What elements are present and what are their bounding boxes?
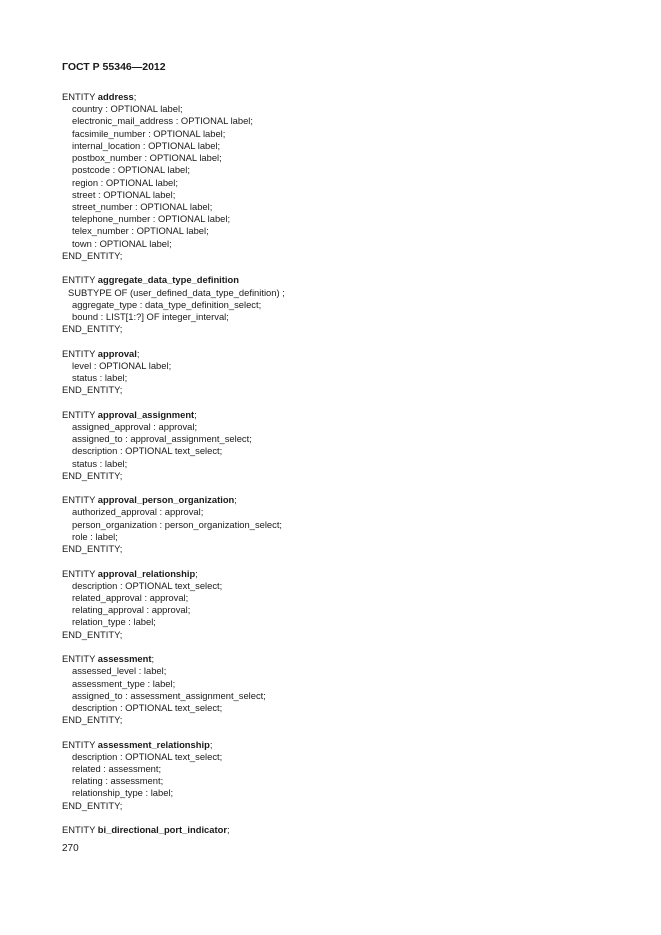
code-text: assessed_level : label; [72,665,167,677]
code-line [62,800,285,812]
code-line [62,140,285,152]
code-line [62,262,285,274]
code-line [62,128,285,140]
code-punctuation: ; [151,653,155,665]
code-line [62,311,285,323]
code-line [62,775,285,787]
entity-declaration-line [62,739,285,751]
code-line [62,787,285,799]
code-text: ENTITY [62,408,98,420]
code-line [62,604,285,616]
code-line [62,372,285,384]
code-text: ENTITY [62,824,98,836]
code-text: region : OPTIONAL label; [72,176,178,188]
code-text: END_ENTITY; [62,543,123,555]
code-text: relating : assessment; [72,775,164,787]
entity-name: bi_directional_port_indicator [97,824,227,836]
entity-declaration-line [62,653,285,665]
code-line [62,470,285,482]
code-line [62,238,285,250]
code-text: street_number : OPTIONAL label; [72,200,213,212]
code-text: facsimile_number : OPTIONAL label; [72,127,226,139]
code-line [62,103,285,115]
code-line [62,360,285,372]
entity-name: approval_person_organization [97,494,235,506]
code-line [62,506,285,518]
code-text: role : label; [72,530,118,542]
code-text: ENTITY [62,653,98,665]
code-line [62,213,285,225]
entity-declaration-line [62,348,285,360]
code-text: assigned_to : assessment_assignment_select; [72,689,266,701]
code-line [62,287,285,299]
entity-name: approval_relationship [97,567,196,579]
entity-name: assessment [97,653,152,665]
code-text: description : OPTIONAL text_select; [72,750,223,762]
code-line [62,690,285,702]
code-line [62,555,285,567]
code-line [62,115,285,127]
code-text: ENTITY [62,494,98,506]
entity-name: aggregate_data_type_definition [97,274,239,286]
code-line [62,592,285,604]
code-line [62,665,285,677]
code-text: END_ENTITY; [62,249,123,261]
code-line [62,519,285,531]
code-line [62,812,285,824]
code-text: ENTITY [62,274,98,286]
code-punctuation: ; [209,738,213,750]
code-text: status : label; [72,457,128,469]
entity-name: approval [97,347,137,359]
code-text: relationship_type : label; [72,787,174,799]
code-text: telephone_number : OPTIONAL label; [72,213,231,225]
code-text: description : OPTIONAL text_select; [72,445,223,457]
code-text: assessment_type : label; [72,677,176,689]
code-line [62,763,285,775]
code-text: internal_location : OPTIONAL label; [72,139,221,151]
code-text: authorized_approval : approval; [72,506,204,518]
code-line [62,433,285,445]
code-text: ENTITY [62,738,98,750]
entity-declaration-line [62,568,285,580]
code-text: ENTITY [62,347,98,359]
entity-name: assessment_relationship [97,738,210,750]
code-text: ENTITY [62,567,98,579]
code-punctuation: ; [226,824,230,836]
code-line [62,458,285,470]
code-text: relation_type : label; [72,616,156,628]
entity-name: approval_assignment [97,408,195,420]
code-line [62,384,285,396]
code-punctuation: ; [234,494,237,506]
code-punctuation: ; [133,91,137,102]
page-number: 270 [62,843,79,854]
express-code-listing [62,91,285,836]
code-line [62,702,285,714]
code-text: description : OPTIONAL text_select; [72,701,223,713]
code-text: bound : LIST[1:?] OF integer_interval; [72,310,229,322]
code-text: END_ENTITY; [62,714,123,726]
code-line [62,678,285,690]
code-line [62,201,285,213]
code-text: level : OPTIONAL label; [72,359,172,371]
entity-declaration-line [62,274,285,286]
code-line [62,714,285,726]
entity-declaration-line [62,824,285,836]
code-line [62,616,285,628]
code-line [62,323,285,335]
code-line [62,482,285,494]
code-line [62,629,285,641]
code-text: assigned_approval : approval; [72,420,198,432]
entity-name: address [97,91,134,102]
code-text: END_ENTITY; [62,384,123,396]
code-line [62,641,285,653]
code-text: electronic_mail_address : OPTIONAL label; [72,115,253,127]
code-line [62,299,285,311]
code-text: description : OPTIONAL text_select; [72,579,223,591]
code-punctuation: ; [194,408,197,420]
code-text: telex_number : OPTIONAL label; [72,225,209,237]
code-line [62,421,285,433]
code-text: status : label; [72,372,128,384]
code-punctuation: ; [195,567,198,579]
page-header-standard: ГОСТ Р 55346—2012 [62,61,166,73]
code-line [62,335,285,347]
code-text: END_ENTITY; [62,799,123,811]
entity-declaration-line [62,91,285,103]
code-text: aggregate_type : data_type_definition_select; [72,298,262,310]
code-line [62,152,285,164]
code-text: assigned_to : approval_assignment_select; [72,433,252,445]
entity-declaration-line [62,409,285,421]
code-text: SUBTYPE OF (user_defined_data_type_definition) ; [68,286,285,298]
code-line [62,396,285,408]
code-text: country : OPTIONAL label; [72,103,183,115]
code-text: END_ENTITY; [62,323,123,335]
code-line [62,189,285,201]
code-text: END_ENTITY; [62,469,123,481]
code-line [62,225,285,237]
code-line [62,177,285,189]
code-line [62,250,285,262]
code-text: person_organization : person_organization_select; [72,518,283,530]
entity-declaration-line [62,494,285,506]
code-line [62,531,285,543]
code-text: postcode : OPTIONAL label; [72,164,190,176]
code-line [62,726,285,738]
code-line [62,751,285,763]
code-text: END_ENTITY; [62,628,123,640]
code-line [62,580,285,592]
code-line [62,543,285,555]
code-text: town : OPTIONAL label; [72,237,172,249]
code-punctuation: ; [136,347,140,359]
code-line [62,164,285,176]
code-text: street : OPTIONAL label; [72,188,176,200]
code-text: postbox_number : OPTIONAL label; [72,152,222,164]
code-text: ENTITY [62,91,98,102]
code-text: related_approval : approval; [72,591,189,603]
code-text: relating_approval : approval; [72,604,191,616]
code-text: related : assessment; [72,763,162,775]
code-line [62,445,285,457]
